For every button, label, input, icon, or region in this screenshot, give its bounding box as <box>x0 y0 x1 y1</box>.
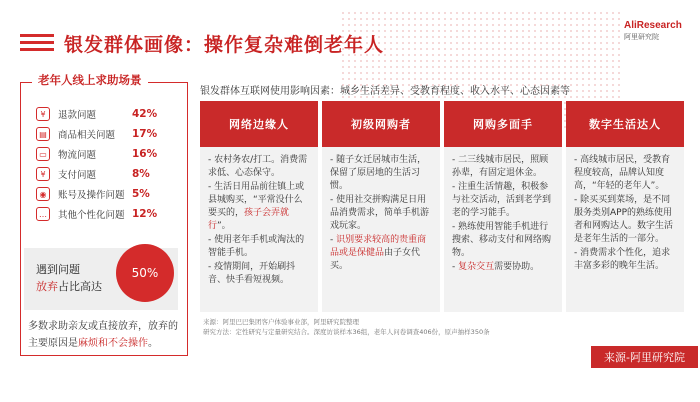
persona-card-paragraph <box>208 154 310 180</box>
persona-card-paragraph <box>452 261 554 274</box>
page-title: 银发群体画像：操作复杂难倒老年人 <box>64 34 385 56</box>
persona-card-paragraph <box>452 154 554 180</box>
persona-card <box>322 101 440 312</box>
body-text: - 农村务农/打工。消费需求低、心态保守。 <box>208 155 308 178</box>
persona-card-body <box>200 147 318 295</box>
persona-card-paragraph <box>574 154 676 193</box>
list-item <box>36 124 162 144</box>
yen-icon: ¥ <box>36 167 50 181</box>
help-scenarios-title: 老年人线上求助场景 <box>32 72 148 88</box>
list-item <box>36 164 162 184</box>
logo-brand: AliResearch <box>624 20 682 31</box>
persona-card-title: 数字生活达人 <box>566 101 684 147</box>
refund-icon: ¥ <box>36 107 50 121</box>
persona-card-paragraph <box>330 234 432 273</box>
body-text: - <box>330 235 337 245</box>
item-value: 17% <box>132 128 158 140</box>
persona-card-paragraph <box>452 221 554 260</box>
item-label: 退款问题 <box>58 110 97 121</box>
abandon-line1: 遇到问题 <box>36 263 80 276</box>
persona-card-title: 网络边缘人 <box>200 101 318 147</box>
note-red: 麻烦和不会操作 <box>78 338 148 349</box>
source-note <box>203 318 490 337</box>
persona-card-paragraph <box>330 154 432 193</box>
note-prefix: 多数求助亲友或直接放弃，放弃的主要原因是 <box>28 321 178 349</box>
persona-card-paragraph <box>208 181 310 233</box>
list-item <box>36 184 162 204</box>
persona-card-paragraph <box>330 194 432 233</box>
title-bars-icon <box>20 34 54 55</box>
list-item <box>36 204 162 224</box>
body-text: - <box>452 262 459 272</box>
body-text: - 疫情期间，开始刷抖音、快手看短视频。 <box>208 262 296 285</box>
product-icon: ▤ <box>36 127 50 141</box>
item-label: 账号及操作问题 <box>58 190 125 201</box>
item-value: 16% <box>132 148 158 160</box>
persona-card-paragraph <box>208 261 310 287</box>
persona-card-paragraph <box>574 194 676 246</box>
highlight-text: 孩子会弄就行 <box>208 208 290 231</box>
body-text: - 消费需求个性化，追求丰富多彩的晚年生活。 <box>574 248 671 271</box>
body-text: ”。 <box>217 221 231 231</box>
logo-sub: 阿里研究院 <box>624 33 659 41</box>
item-label: 支付问题 <box>58 170 97 181</box>
persona-card-body <box>566 147 684 281</box>
truck-icon: ▭ <box>36 147 50 161</box>
persona-card-title: 初级网购者 <box>322 101 440 147</box>
source-tag: 来源-阿里研究院 <box>591 346 698 368</box>
aliresearch-logo <box>624 20 682 42</box>
help-scenarios-list <box>36 104 162 224</box>
body-text: 由子女代买。 <box>330 248 421 271</box>
item-label: 其他个性化问题 <box>58 210 125 221</box>
body-text: - 除买买到菜场，是不同服务类别APP的熟练使用者和网购达人。数字生活是老年生活的一部分。 <box>574 195 674 244</box>
source-line1: 来源：阿里巴巴集团客户体验事业部，阿里研究院整理 <box>203 318 359 326</box>
persona-card <box>566 101 684 312</box>
persona-card <box>200 101 318 312</box>
abandon-red-word: 放弃 <box>36 280 58 293</box>
item-label: 商品相关问题 <box>58 130 116 141</box>
persona-card-title: 网购多面手 <box>444 101 562 147</box>
persona-card-body <box>444 147 562 282</box>
abandon-donut <box>116 244 174 302</box>
abandon-line2-rest: 占比高达 <box>58 280 102 293</box>
body-text: - 使用社交拼购满足日用品消费需求，简单手机游戏玩家。 <box>330 195 430 231</box>
body-text: - 高线城市居民，受教育程度较高，品牌认知度高，“年轻的老年人”。 <box>574 155 671 191</box>
persona-card-body <box>322 147 440 281</box>
chat-icon: … <box>36 207 50 221</box>
highlight-text: 复杂交互 <box>458 262 495 272</box>
body-text: - 二三线城市居民，照顾孙辈，有固定退休金。 <box>452 155 549 178</box>
donut-value: 50% <box>131 266 159 280</box>
abandon-reason-note <box>28 318 184 352</box>
item-label: 物流问题 <box>58 150 97 161</box>
list-item <box>36 144 162 164</box>
item-value: 5% <box>132 188 150 200</box>
highlight-text: 识别要求较高的贵重商品或是保健品 <box>330 235 427 258</box>
persona-card <box>444 101 562 312</box>
body-text: - 使用老年手机或淘汰的智能手机。 <box>208 235 305 258</box>
persona-card-paragraph <box>452 181 554 220</box>
account-icon: ◉ <box>36 187 50 201</box>
body-text: - 熟练使用智能手机进行搜索、移动支付和网络购物。 <box>452 222 552 258</box>
item-value: 42% <box>132 108 158 120</box>
factors-subtitle: 银发群体互联网使用影响因素：城乡生活差异、受教育程度、收入水平、心态因素等 <box>200 86 570 97</box>
body-text: - 注重生活情趣，积极参与社交活动，活到老学到老的学习能手。 <box>452 182 552 218</box>
item-value: 12% <box>132 208 158 220</box>
persona-card-paragraph <box>574 247 676 273</box>
body-text: - 随子女迁居城市生活，保留了原居地的生活习惯。 <box>330 155 427 191</box>
persona-card-paragraph <box>208 234 310 260</box>
body-text: 需要协助。 <box>494 262 540 272</box>
body-text: - 生活日用品前往镇上或县城购买，“平常没什么要买的， <box>208 182 305 218</box>
item-value: 8% <box>132 168 150 180</box>
source-line2: 研究方法：定性研究与定量研究结合。深度访谈样本36组，老年人问卷调查406份，原声抽样350条 <box>203 327 490 336</box>
list-item <box>36 104 162 124</box>
abandon-line2 <box>36 278 102 294</box>
note-suffix: 。 <box>148 338 158 349</box>
